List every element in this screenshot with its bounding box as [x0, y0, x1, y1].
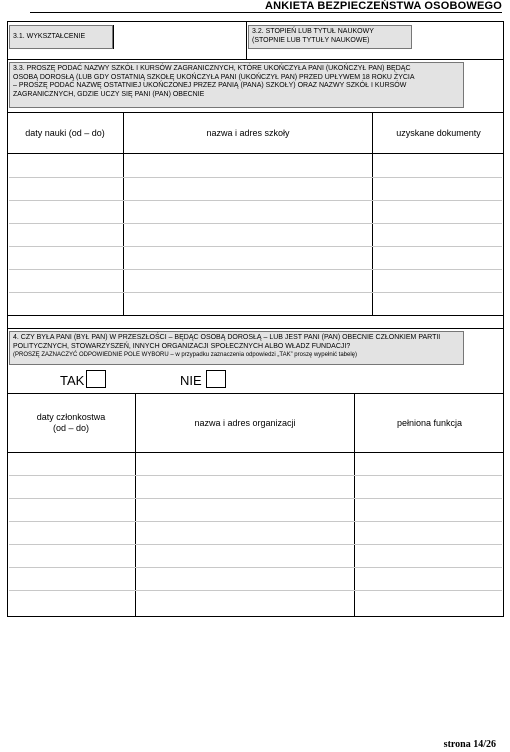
divider — [7, 328, 504, 329]
org-dates-cells[interactable] — [8, 453, 135, 615]
section-3-1-label: 3.1. WYKSZTAŁCENIE — [9, 25, 113, 49]
section-3-2-label — [248, 25, 412, 49]
page-number: strona 14/26 — [443, 739, 496, 750]
yes-label: TAK — [60, 373, 85, 388]
section-4-line: POLITYCZNYCH, STOWARZYSZEŃ, INNYCH ORGANIZACJI SPOŁECZNYCH ALBO WŁADZ FUNDACJI? — [13, 342, 351, 350]
no-label: NIE — [180, 373, 202, 388]
section-3-2-line2: (STOPNIE LUB TYTUŁY NAUKOWE) — [252, 36, 370, 44]
org-function-cells[interactable] — [355, 453, 503, 615]
section-4-line: 4. CZY BYŁA PANI (BYŁ PAN) W PRZESZŁOŚCI – BĘDĄC OSOBĄ DOROSŁĄ – LUB JEST PANI (PAN) OBECNIE CZŁONKIEM PARTII — [13, 334, 441, 341]
section-3-3-line: 3.3. PROSZĘ PODAĆ NAZWY SZKÓŁ I KURSÓW ZAGRANICZNYCH, KTÓRE UKOŃCZYŁA PANI (UKOŃCZYŁ PAN) BĘDĄC — [13, 65, 411, 72]
section-3-2-line1: 3.2. STOPIEŃ LUB TYTUŁ NAUKOWY — [252, 28, 374, 35]
section-3-3-line: OSOBĄ DOROSŁĄ (LUB GDY OSTATNIĄ SZKOŁĘ UKOŃCZYŁA PANI (UKOŃCZYŁ PAN) PRZED UPŁYWEM 18 ROKU ŻYCIA — [13, 73, 415, 81]
education-field[interactable] — [114, 25, 246, 49]
school-dates-cells[interactable] — [8, 154, 123, 315]
divider — [246, 21, 247, 59]
org-table-header-dates: daty członkostwa (od – do) — [36, 412, 106, 433]
school-table-header-name: nazwa i adres szkoły — [206, 127, 290, 138]
section-3-3-line: ZAGRANICZNYCH, GDZIE UCZY SIĘ PANI (PAN) OBECNIE — [13, 90, 205, 98]
section-3-3-label — [9, 62, 464, 108]
school-documents-cells[interactable] — [373, 154, 503, 315]
section-4-label — [9, 331, 464, 365]
section-3-3-line: – PROSZĘ PODAĆ NAZWĘ OSTATNIEJ UKOŃCZONEJ PRZEZ PANIĄ (PANA) SZKOŁY) ORAZ NAZWY SZKÓŁ I KURSÓW — [13, 82, 407, 89]
school-table-header-dates: daty nauki (od – do) — [25, 127, 105, 138]
school-table-header-documents: uzyskane dokumenty — [396, 127, 481, 138]
no-checkbox[interactable] — [206, 370, 226, 388]
section-4-note: (PROSZĘ ZAZNACZYĆ ODPOWIEDNIE POLE WYBORU – w przypadku zaznaczenia odpowiedzi „TAK” proszę wypełnić tabelę) — [13, 352, 357, 358]
org-table-header-function: pełniona funkcja — [396, 417, 463, 428]
degree-field[interactable] — [413, 25, 502, 49]
table-rule — [7, 315, 504, 316]
org-table-header-name: nazwa i adres organizacji — [194, 417, 296, 428]
header-rule — [30, 12, 502, 13]
divider — [7, 59, 504, 60]
form-title: ANKIETA BEZPIECZEŃSTWA OSOBOWEGO — [265, 0, 502, 12]
yes-checkbox[interactable] — [86, 370, 106, 388]
school-name-cells[interactable] — [124, 154, 372, 315]
org-name-cells[interactable] — [136, 453, 354, 615]
